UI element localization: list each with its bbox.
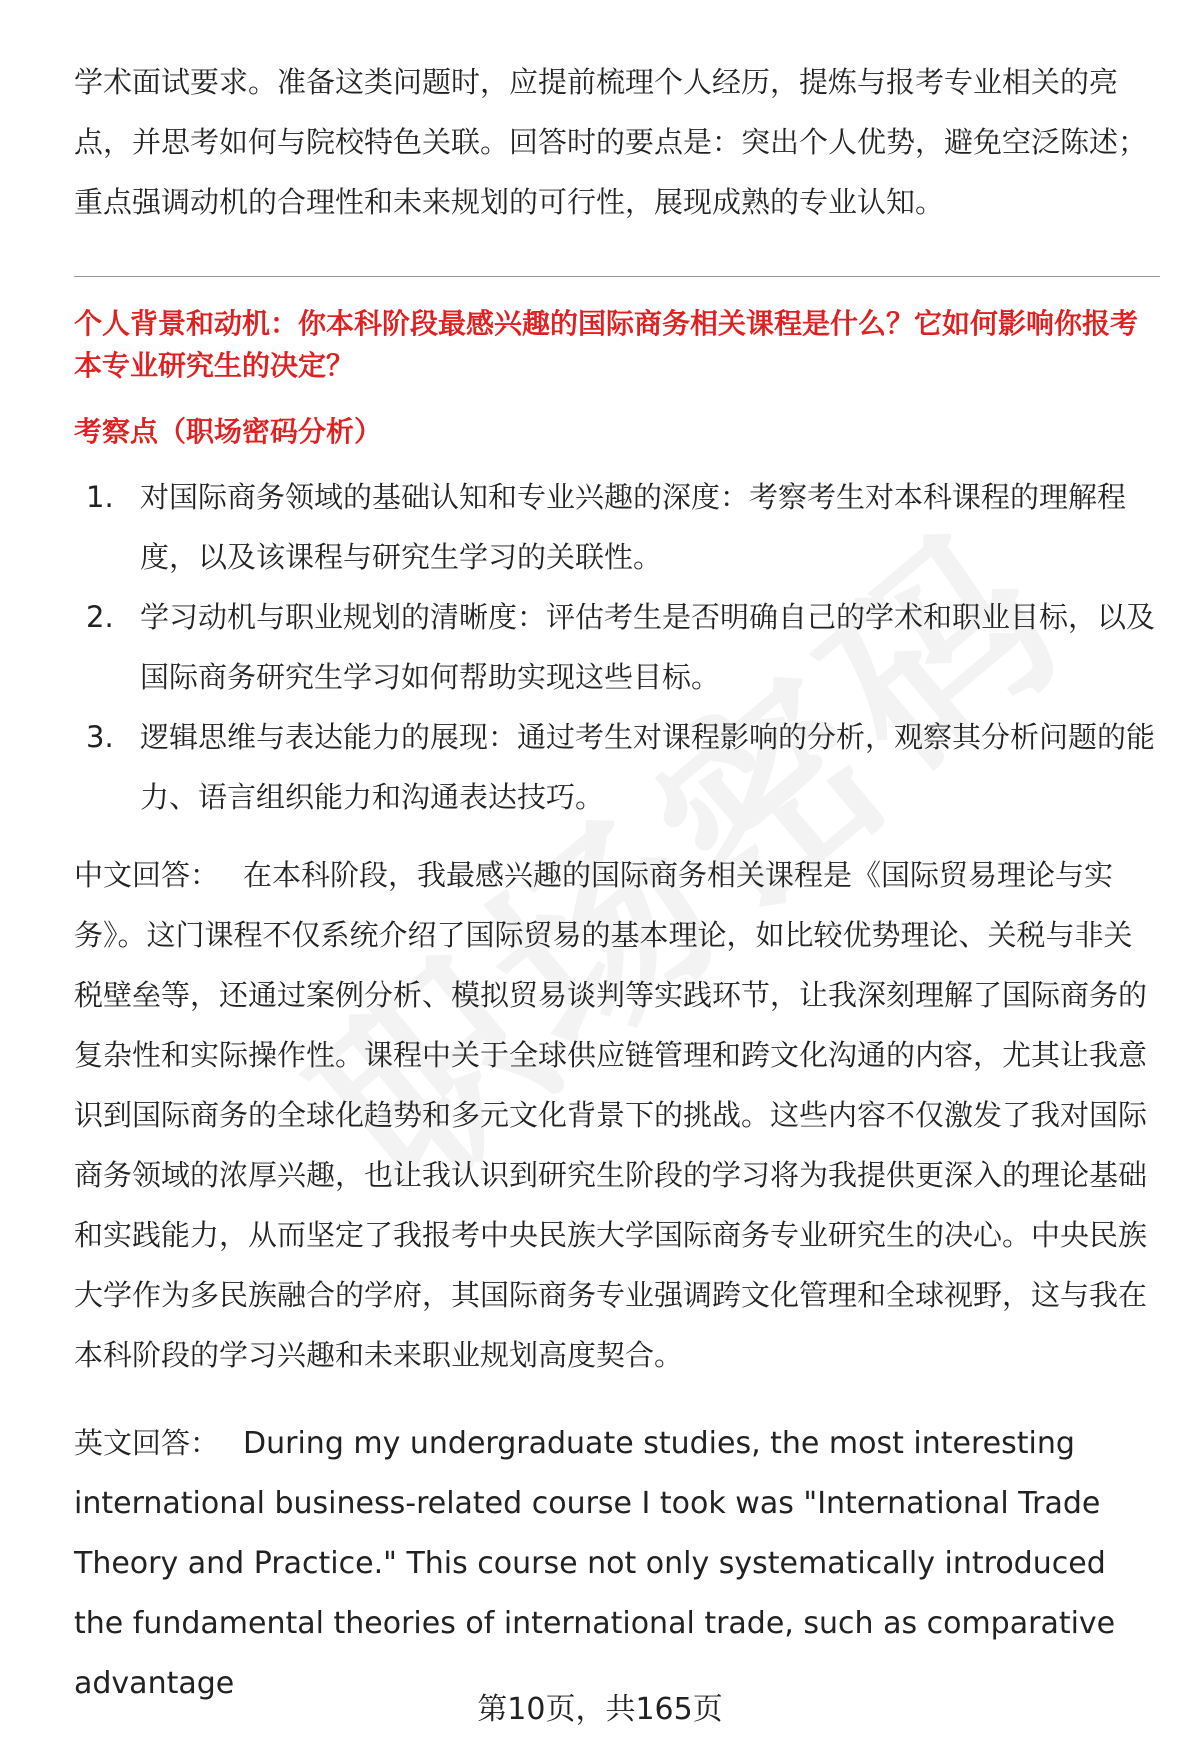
chinese-answer-text: 在本科阶段，我最感兴趣的国际商务相关课程是《国际贸易理论与实务》。这门课程不仅系统介绍了国际贸易的基本理论，如比较优势理论、关税与非关税壁垒等，还通过案例分析、模拟贸易谈判等实践环节，让我深刻理解了国际商务的复杂性和实际操作性。课程中关于全球供应链管理和跨文化沟通的内容，尤其让我意识到国际商务的全球化趋势和多元文化背景下的挑战。这些内容不仅激发了我对国际商务领域的浓厚兴趣，也让我认识到研究生阶段的学习将为我提供更深入的理论基础和实践能力，从而坚定了我报考中央民族大学国际商务专业研究生的决心。中央民族大学作为多民族融合的学府，其国际商务专业强调跨文化管理和全球视野，这与我在本科阶段的学习兴趣和未来职业规划高度契合。 [74,858,1148,1372]
list-item-number: 1. [86,480,114,514]
list-item-text: 对国际商务领域的基础认知和专业兴趣的深度：考察考生对本科课程的理解程度，以及该课程与研究生学习的关联性。 [140,480,1127,574]
list-item-text: 逻辑思维与表达能力的展现：通过考生对课程影响的分析，观察其分析问题的能力、语言组织能力和沟通表达技巧。 [140,720,1156,814]
intro-paragraph: 学术面试要求。准备这类问题时，应提前梳理个人经历，提炼与报考专业相关的亮点，并思考如何与院校特色关联。回答时的要点是：突出个人优势，避免空泛陈述；重点强调动机的合理性和未来规划的可行性，展现成熟的专业认知。 [74,65,1148,219]
list-item-number: 2. [86,600,114,634]
english-answer [74,1413,1160,1714]
list-item-number: 3. [86,720,114,754]
list-item [74,587,1160,707]
list-item [74,707,1160,827]
english-answer-label: 英文回答： [74,1426,220,1460]
chinese-answer-label: 中文回答： [74,858,220,892]
analysis-title: 考察点（职场密码分析） [74,415,383,448]
analysis-list [74,467,1160,827]
chinese-answer [74,845,1160,1385]
list-item [74,467,1160,587]
english-answer-text: During my undergraduate studies, the most interesting international business-related course I took was "International Trade Theory and Practice." This course not only systematically introduced the fundamental theories of international trade, such as comparative advantage [74,1426,1116,1701]
document-body [74,52,1160,1714]
section-divider [74,276,1160,277]
list-item-text: 学习动机与职业规划的清晰度：评估考生是否明确自己的学术和职业目标，以及国际商务研究生学习如何帮助实现这些目标。 [140,600,1156,694]
question-heading: 个人背景和动机：你本科阶段最感兴趣的国际商务相关课程是什么？它如何影响你报考本专业研究生的决定？ [74,307,1139,382]
page-footer: 第10页，共165页 [477,1692,723,1727]
